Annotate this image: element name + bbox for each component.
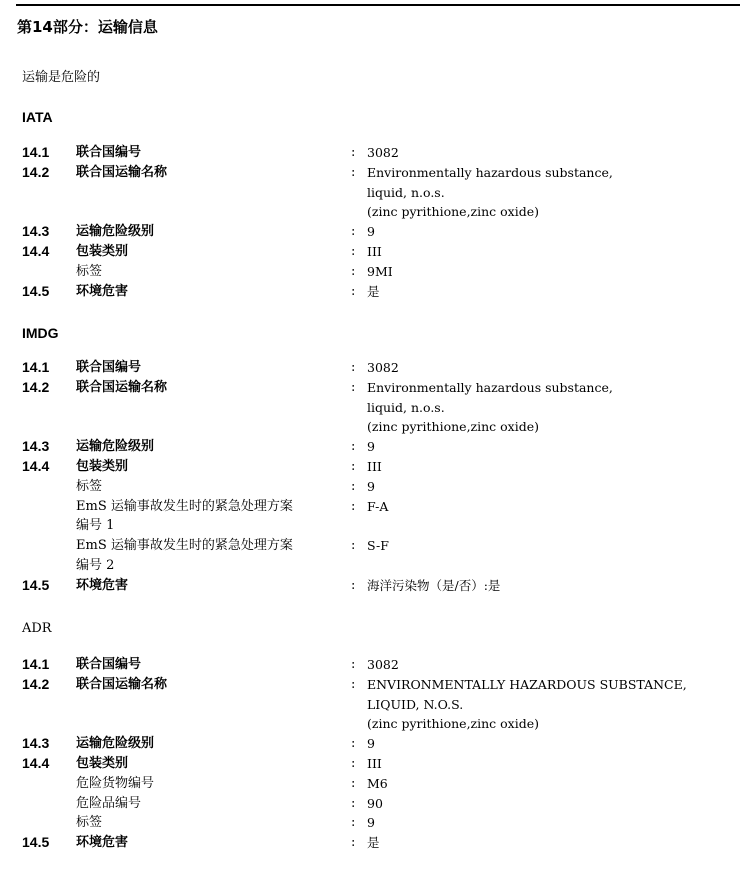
table-row [0,576,750,596]
value-line: Environmentally hazardous substance, [367,379,613,395]
item-label: 联合国运输名称 [76,379,168,395]
table-row [0,497,750,537]
item-value [367,813,697,833]
item-label: 标签 [76,815,103,831]
item-number: 14.5 [22,834,50,851]
separator-colon: : [351,835,356,851]
value-line: 9 [367,224,375,240]
item-number: 14.2 [22,675,50,692]
separator-colon: : [351,263,356,279]
item-number: 14.5 [22,576,50,593]
item-label: 运输危险级别 [76,224,155,240]
item-number: 14.4 [22,754,50,771]
value-line: III [367,755,382,771]
table-row [0,655,750,675]
item-value [367,242,697,262]
item-value [367,734,697,754]
top-rule [16,4,740,6]
item-number: 14.5 [22,282,50,299]
value-line: 9 [367,478,375,494]
table-row [0,536,750,576]
mode-table-imdg [0,358,750,596]
item-number: 14.4 [22,242,50,259]
separator-colon: : [351,538,356,554]
table-row [0,143,750,163]
value-line: liquid, n.o.s. [367,399,445,415]
item-value [367,477,697,497]
value-line: (zinc pyrithione,zinc oxide) [367,716,539,732]
separator-colon: : [351,224,356,240]
intro-text: 运输是危险的 [22,70,101,85]
item-label: 包装类别 [76,755,129,771]
item-label: 环境危害 [76,835,129,851]
table-row [0,833,750,853]
separator-colon: : [351,164,356,180]
item-label: EmS 运输事故发生时的紧急处理方案 编号 2 [76,538,293,573]
item-value [367,774,697,794]
value-line: 9 [367,439,375,455]
table-row [0,457,750,477]
separator-colon: : [351,283,356,299]
value-line: ENVIRONMENTALLY HAZARDOUS SUBSTANCE, [367,676,687,692]
item-number [0,536,76,576]
separator-colon: : [351,775,356,791]
item-label: 包装类别 [76,243,129,259]
separator-colon: : [351,815,356,831]
item-number: 14.3 [22,223,50,240]
item-number [0,477,76,497]
item-number: 14.3 [22,735,50,752]
value-line: 3082 [367,657,399,672]
item-value [367,675,697,734]
table-row [0,754,750,774]
item-value [367,437,697,457]
section-title: 第14部分：运输信息 [17,18,158,36]
table-row [0,358,750,378]
item-number [0,813,76,833]
table-row [0,163,750,222]
table-row [0,242,750,262]
mode-heading-adr: ADR [22,621,52,636]
item-label: 危险品编号 [76,795,142,811]
table-row [0,774,750,794]
value-line: III [367,458,382,474]
table-row [0,794,750,814]
separator-colon: : [351,498,356,514]
value-line: liquid, n.o.s. [367,184,445,200]
item-label: 环境危害 [76,283,129,299]
item-label: 环境危害 [76,577,129,593]
item-value [367,378,697,437]
item-value [367,222,697,242]
value-line: 海洋污染物（是/否）:是 [367,577,501,593]
value-line: LIQUID, N.O.S. [367,696,464,712]
separator-colon: : [351,657,356,672]
item-value [367,655,697,675]
value-line: F-A [367,498,389,514]
table-row [0,378,750,437]
value-line: 9 [367,736,375,752]
item-value [367,833,697,853]
separator-colon: : [351,243,356,259]
item-number: 14.1 [22,144,50,160]
table-row [0,675,750,734]
separator-colon: : [351,458,356,474]
table-row [0,813,750,833]
item-value [367,163,697,222]
item-label: 危险货物编号 [76,775,155,791]
separator-colon: : [351,360,356,375]
value-line: 9 [367,815,375,831]
value-line: 90 [367,795,383,811]
separator-colon: : [351,577,356,593]
value-line: (zinc pyrithione,zinc oxide) [367,419,539,435]
item-label: 联合国运输名称 [76,676,168,692]
item-value [367,536,697,576]
value-line: S-F [367,538,389,554]
item-number: 14.1 [22,656,50,672]
separator-colon: : [351,478,356,494]
item-label: 联合国编号 [76,657,142,672]
item-number [0,794,76,814]
item-label: 联合国编号 [76,360,142,375]
item-label: EmS 运输事故发生时的紧急处理方案 编号 1 [76,498,293,534]
item-number: 14.2 [22,378,50,395]
item-label: 包装类别 [76,458,129,474]
item-value [367,576,697,596]
table-row [0,437,750,457]
item-number: 14.2 [22,163,50,180]
item-label: 运输危险级别 [76,439,155,455]
item-number [0,497,76,537]
separator-colon: : [351,795,356,811]
value-line: M6 [367,775,388,791]
value-line: III [367,243,382,259]
item-value [367,358,697,378]
item-number: 14.1 [22,359,50,375]
value-line: 9MI [367,263,393,279]
item-value [367,497,697,537]
value-line: (zinc pyrithione,zinc oxide) [367,204,539,220]
mode-table-iata [0,143,750,301]
item-label: 联合国编号 [76,145,142,160]
item-value [367,282,697,302]
item-number [0,774,76,794]
value-line: 是 [367,835,380,851]
item-value [367,754,697,774]
table-row [0,734,750,754]
table-row [0,477,750,497]
value-line: 3082 [367,145,399,160]
item-label: 标签 [76,478,103,494]
item-value [367,262,697,282]
table-row [0,282,750,302]
separator-colon: : [351,755,356,771]
separator-colon: : [351,736,356,752]
separator-colon: : [351,439,356,455]
separator-colon: : [351,379,356,395]
item-value [367,794,697,814]
item-number [0,262,76,282]
table-row [0,262,750,282]
table-row [0,222,750,242]
separator-colon: : [351,676,356,692]
item-label: 联合国运输名称 [76,164,168,180]
value-line: Environmentally hazardous substance, [367,164,613,180]
item-number: 14.3 [22,438,50,455]
value-line: 3082 [367,360,399,375]
item-number: 14.4 [22,457,50,474]
mode-heading-imdg: IMDG [22,325,59,341]
item-label: 运输危险级别 [76,736,155,752]
item-value [367,143,697,163]
separator-colon: : [351,145,356,160]
item-label: 标签 [76,263,103,279]
mode-table-adr [0,655,750,853]
item-value [367,457,697,477]
mode-heading-iata: IATA [22,109,53,125]
value-line: 是 [367,283,380,299]
